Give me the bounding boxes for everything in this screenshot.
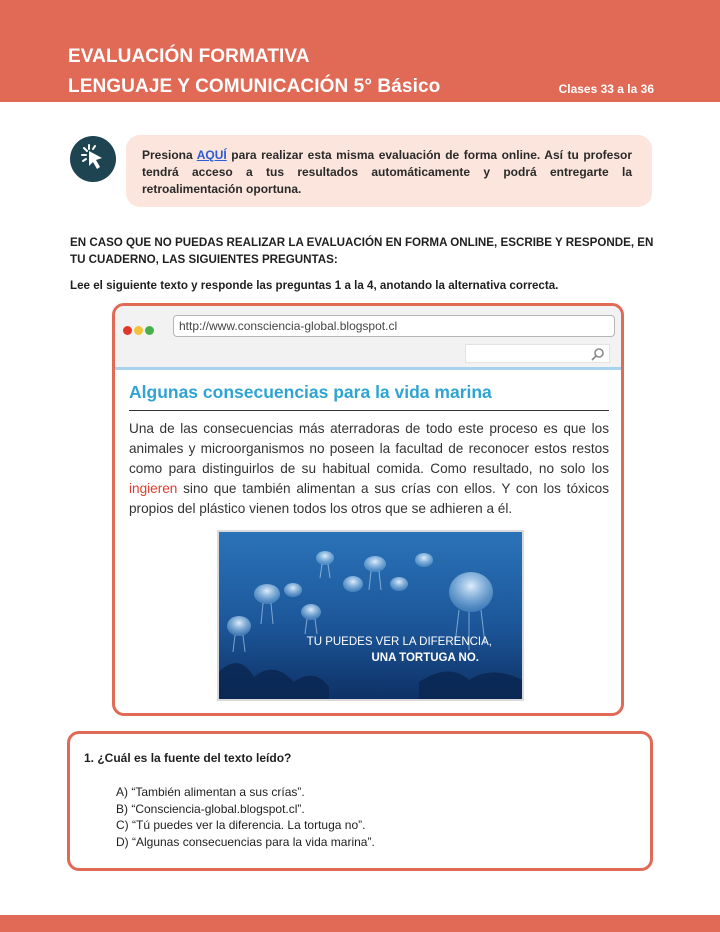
page-header <box>0 0 720 102</box>
image-caption-line2: UNA TORTUGA NO. <box>371 652 479 664</box>
page-footer-bar <box>0 915 720 932</box>
reading-instructions: Lee el siguiente texto y responde las preguntas 1 a la 4, anotando la alternativa correcta. <box>70 279 559 292</box>
window-controls <box>123 322 156 340</box>
close-dot-icon <box>123 326 132 335</box>
highlighted-word: ingieren <box>129 481 178 496</box>
article-text-1: Una de las consecuencias más aterradoras de todo este proceso es que los animales y microorganismos no poseen la facultad de reconocer estos restos como para distinguirlos de su habitual comida. Como resultado, no solo los <box>129 421 609 476</box>
image-caption-line1: TU PUEDES VER LA DIFERENCIA, <box>306 636 492 648</box>
reading-panel <box>112 303 624 716</box>
online-notice <box>126 135 652 207</box>
cursor-click-icon <box>70 136 116 182</box>
question-1-box <box>67 731 653 871</box>
online-evaluation-link[interactable]: AQUÍ <box>196 148 227 162</box>
option-c: C) “Tú puedes ver la diferencia. La tortuga no”. <box>116 818 366 833</box>
url-bar: http://www.consciencia-global.blogspot.cl <box>173 315 615 337</box>
offline-instructions: EN CASO QUE NO PUEDAS REALIZAR LA EVALUACIÓN EN FORMA ONLINE, ESCRIBE Y RESPONDE, EN TU CUADERNO, LAS SIGUIENTES PREGUNTAS: <box>70 236 654 266</box>
article-title: Algunas consecuencias para la vida marina <box>129 382 492 402</box>
browser-toolbar <box>115 306 621 370</box>
notice-suffix: para realizar esta misma evaluación de forma online. Así tu profesor tendrá acceso a tus resultados automáticamente y podrá entregarte la retroalimentación oportuna. <box>142 148 632 196</box>
article-text-2: sino que también alimentan a sus crías con ellos. Y con los tóxicos propios del plástico vienen todos los otros que se adhieren a él. <box>129 481 609 516</box>
option-d: D) “Algunas consecuencias para la vida marina”. <box>116 835 375 850</box>
header-title-line2: LENGUAJE Y COMUNICACIÓN 5° Básico <box>68 76 441 97</box>
question-1-options <box>116 784 375 851</box>
jellyfish-image <box>217 530 524 701</box>
header-clases: Clases 33 a la 36 <box>558 82 654 96</box>
article-body <box>129 419 609 519</box>
browser-search-box <box>465 344 610 363</box>
header-title-line1: EVALUACIÓN FORMATIVA <box>68 46 310 67</box>
search-icon <box>591 347 605 361</box>
notice-prefix: Presiona <box>142 148 197 162</box>
maximize-dot-icon <box>145 326 154 335</box>
minimize-dot-icon <box>134 326 143 335</box>
title-divider <box>129 410 609 411</box>
option-b: B) “Consciencia-global.blogspot.cl”. <box>116 801 305 816</box>
question-1-title: 1. ¿Cuál es la fuente del texto leído? <box>84 751 292 765</box>
option-a: A) “También alimentan a sus crías”. <box>116 785 305 799</box>
